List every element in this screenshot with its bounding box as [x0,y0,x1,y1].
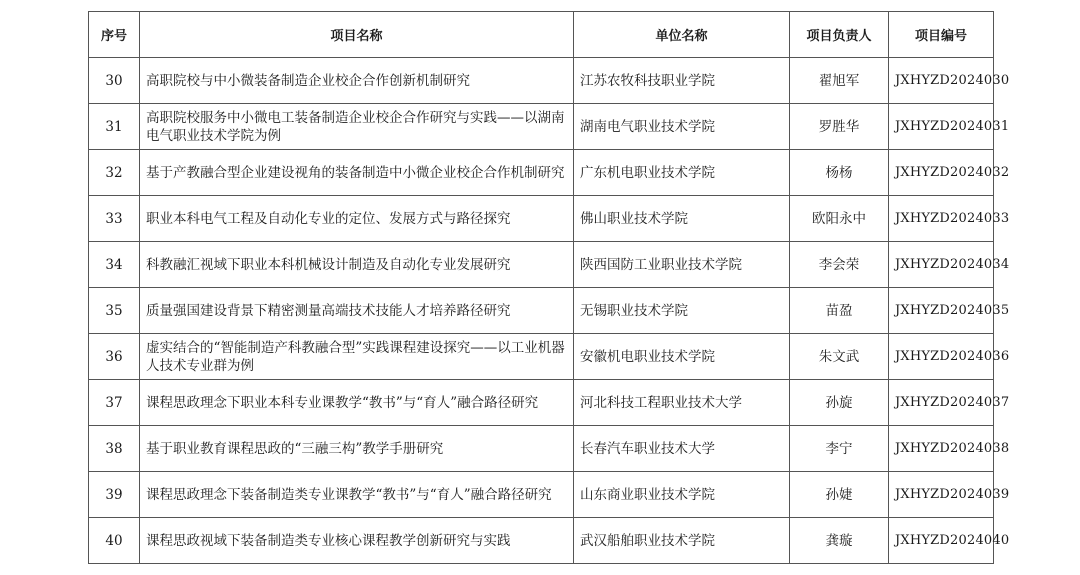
cell-project-name: 虚实结合的“智能制造产科教融合型”实践课程建设探究——以工业机器人技术专业群为例 [140,334,574,380]
cell-project-code: JXHYZD2024032 [889,150,994,196]
table-row [89,380,994,426]
cell-project-name: 高职院校服务中小微电工装备制造企业校企合作研究与实践——以湖南电气职业技术学院为例 [140,104,574,150]
cell-project-code: JXHYZD2024034 [889,242,994,288]
cell-unit-name: 安徽机电职业技术学院 [574,334,790,380]
table-row [89,150,994,196]
cell-unit-name: 佛山职业技术学院 [574,196,790,242]
cell-project-lead: 龚璇 [790,518,889,564]
table-header-row [89,12,994,58]
cell-project-name: 课程思政理念下装备制造类专业课教学“教书”与“育人”融合路径研究 [140,472,574,518]
cell-project-lead: 翟旭军 [790,58,889,104]
cell-project-code: JXHYZD2024030 [889,58,994,104]
table-row [89,104,994,150]
cell-seq: 36 [89,334,140,380]
cell-project-name: 课程思政理念下职业本科专业课教学“教书”与“育人”融合路径研究 [140,380,574,426]
cell-unit-name: 长春汽车职业技术大学 [574,426,790,472]
cell-seq: 31 [89,104,140,150]
cell-project-lead: 李宁 [790,426,889,472]
table-row [89,242,994,288]
cell-seq: 40 [89,518,140,564]
cell-project-lead: 孙婕 [790,472,889,518]
cell-project-name: 科教融汇视域下职业本科机械设计制造及自动化专业发展研究 [140,242,574,288]
cell-project-lead: 孙旋 [790,380,889,426]
cell-project-lead: 李会荣 [790,242,889,288]
project-table [88,11,1010,564]
table-row [89,196,994,242]
cell-project-code: JXHYZD2024033 [889,196,994,242]
cell-seq: 37 [89,380,140,426]
cell-project-code: JXHYZD2024038 [889,426,994,472]
cell-project-code: JXHYZD2024039 [889,472,994,518]
cell-project-lead: 欧阳永中 [790,196,889,242]
cell-unit-name: 无锡职业技术学院 [574,288,790,334]
cell-seq: 32 [89,150,140,196]
cell-project-name: 课程思政视域下装备制造类专业核心课程教学创新研究与实践 [140,518,574,564]
header-unit-name: 单位名称 [574,12,790,58]
cell-unit-name: 山东商业职业技术学院 [574,472,790,518]
cell-project-lead: 苗盈 [790,288,889,334]
cell-seq: 33 [89,196,140,242]
cell-project-code: JXHYZD2024036 [889,334,994,380]
header-seq: 序号 [89,12,140,58]
cell-unit-name: 武汉船舶职业技术学院 [574,518,790,564]
cell-unit-name: 陕西国防工业职业技术学院 [574,242,790,288]
cell-project-code: JXHYZD2024037 [889,380,994,426]
cell-project-lead: 罗胜华 [790,104,889,150]
cell-project-name: 基于产教融合型企业建设视角的装备制造中小微企业校企合作机制研究 [140,150,574,196]
table-row [89,288,994,334]
header-project-lead: 项目负责人 [790,12,889,58]
cell-project-name: 高职院校与中小微装备制造企业校企合作创新机制研究 [140,58,574,104]
cell-project-lead: 朱文武 [790,334,889,380]
header-project-name: 项目名称 [140,12,574,58]
cell-seq: 34 [89,242,140,288]
table-row [89,334,994,380]
cell-project-lead: 杨杨 [790,150,889,196]
cell-seq: 39 [89,472,140,518]
cell-seq: 38 [89,426,140,472]
table-row [89,426,994,472]
cell-project-code: JXHYZD2024031 [889,104,994,150]
cell-project-name: 质量强国建设背景下精密测量高端技术技能人才培养路径研究 [140,288,574,334]
cell-unit-name: 湖南电气职业技术学院 [574,104,790,150]
cell-project-code: JXHYZD2024035 [889,288,994,334]
cell-project-name: 基于职业教育课程思政的“三融三构”教学手册研究 [140,426,574,472]
table-row [89,472,994,518]
cell-seq: 30 [89,58,140,104]
table-row [89,518,994,564]
table-row [89,58,994,104]
cell-project-name: 职业本科电气工程及自动化专业的定位、发展方式与路径探究 [140,196,574,242]
cell-project-code: JXHYZD2024040 [889,518,994,564]
header-project-code: 项目编号 [889,12,994,58]
cell-unit-name: 广东机电职业技术学院 [574,150,790,196]
cell-seq: 35 [89,288,140,334]
cell-unit-name: 江苏农牧科技职业学院 [574,58,790,104]
cell-unit-name: 河北科技工程职业技术大学 [574,380,790,426]
